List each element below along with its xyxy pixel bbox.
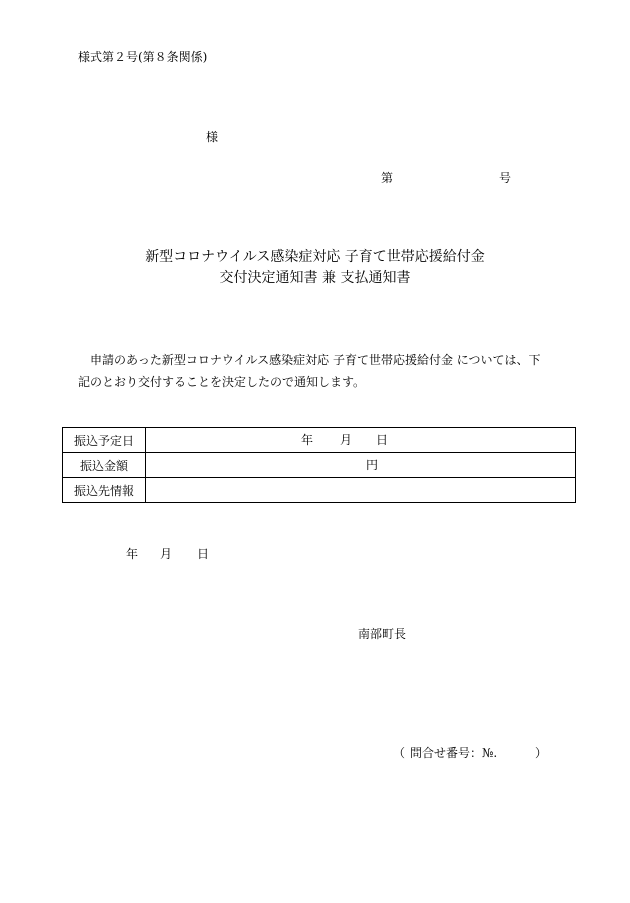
transfer-date-label: 振込予定日 — [63, 428, 146, 453]
inquiry-number-label: 問合せ番号：№. — [410, 746, 498, 760]
document-number-suffix: 号 — [499, 171, 512, 185]
transfer-date-month: 月 — [340, 433, 353, 447]
table-row — [63, 453, 576, 478]
transfer-date-day: 日 — [376, 433, 389, 447]
table-row — [63, 428, 576, 453]
notice-body-line-2: 記のとおり交付することを決定したので通知します。 — [78, 375, 366, 389]
table-row — [63, 478, 576, 503]
transfer-amount-value — [146, 453, 576, 478]
addressee-suffix: 様 — [206, 130, 219, 144]
document-number-prefix: 第 — [381, 171, 394, 185]
notice-body — [78, 349, 558, 393]
transfer-destination-label: 振込先情報 — [63, 478, 146, 503]
notice-body-line-1: 申請のあった新型コロナウイルス感染症対応 子育て世帯応援給付金 については、下 — [90, 353, 541, 367]
inquiry-close-paren: ） — [535, 746, 548, 760]
transfer-amount-label: 振込金額 — [63, 453, 146, 478]
issuer-name: 南部町長 — [358, 627, 407, 641]
transfer-date-year: 年 — [301, 433, 314, 447]
issue-date-day: 日 — [197, 547, 210, 561]
document-title-line-2: 交付決定通知書 兼 支払通知書 — [219, 270, 411, 286]
issue-date-month: 月 — [160, 547, 173, 561]
payment-info-table — [62, 427, 576, 503]
inquiry-open-paren: （ — [393, 746, 406, 760]
document-title-line-1: 新型コロナウイルス感染症対応 子育て世帯応援給付金 — [145, 249, 485, 265]
transfer-destination-value — [146, 478, 576, 503]
transfer-date-value — [146, 428, 576, 453]
transfer-amount-unit: 円 — [366, 458, 379, 472]
issue-date-year: 年 — [126, 547, 139, 561]
form-number: 様式第２号(第８条関係) — [78, 50, 208, 64]
